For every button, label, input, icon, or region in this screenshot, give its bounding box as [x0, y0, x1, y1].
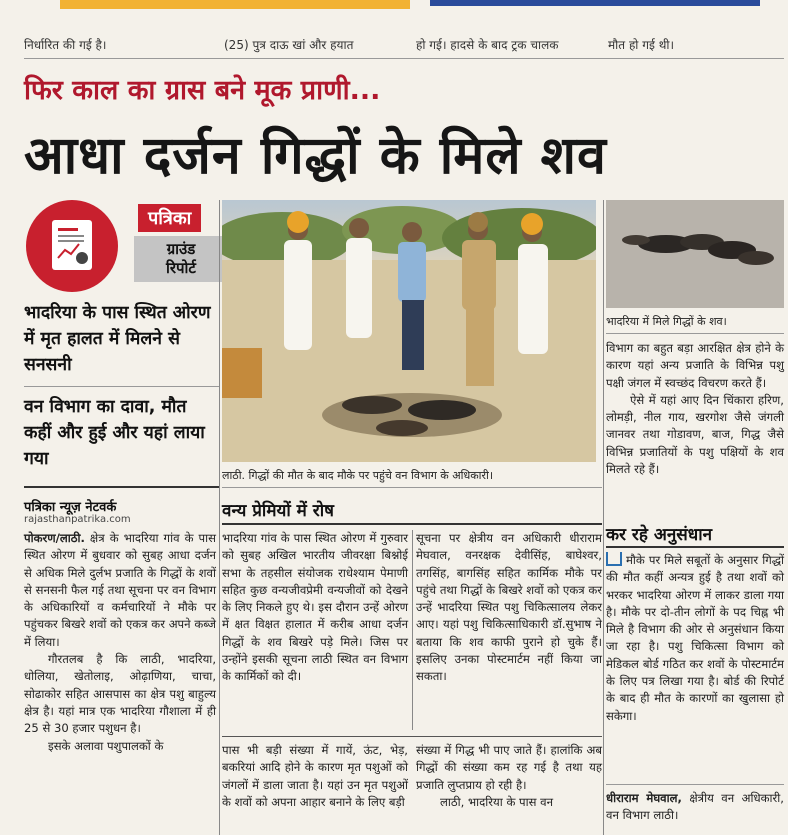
- subhead-1: भादरिया के पास स्थित ओरण में मृत हालत में मिलने से सनसनी: [24, 303, 211, 375]
- quote-mark-icon: [606, 552, 622, 566]
- section-title-roush: वन्य प्रेमियों में रोष: [222, 501, 334, 521]
- column-rule-3: [603, 200, 604, 835]
- document-chart-icon: [52, 220, 92, 270]
- col1-text: [24, 530, 216, 755]
- column-rule-2: [412, 530, 413, 730]
- prev-story-col4: मौत हो गई थी।: [608, 38, 675, 52]
- signoff-title: क्षेत्रीय वन अधिकारी, वन विभाग लाठी।: [606, 791, 784, 823]
- yellow-bar: [60, 0, 410, 9]
- website: rajasthanpatrika.com: [24, 514, 131, 525]
- main-photo: [222, 200, 596, 462]
- signoff: [606, 790, 784, 825]
- col3-text: सूचना पर क्षेत्रीय वन अधिकारी धीराराम मेघवाल, वनरक्षक देवीसिंह, बाघेश्वर, तगसिंह, बागसिंह सहित कार्मिक मौके पर पहुंचे तथा गिद्धों के बिखरे शवों को एकत्र कर उन्हें भादरिया स्थित पशु चिकित्सालय लेकर आए। यहां पशु चिकित्साधिकारी डॉ.सुभाष ने बताया कि शव काफी पुराने हो चुके हैं। इसलिए उनका पोस्टमार्टम नहीं किया जा सकता।: [416, 531, 602, 684]
- ground-report-line1: ग्राउंड: [166, 240, 196, 258]
- col3-text-continued: [416, 742, 602, 811]
- prev-story-col1: निर्धारित की गई है।: [24, 38, 107, 52]
- ground-report-label: [134, 236, 228, 282]
- dateline: पोकरण/लाठी.: [24, 531, 85, 545]
- col3-para2: संख्या में गिद्ध भी पाए जाते हैं। हालांकि अब गिद्धों की संख्या कम रह गई है तथा यह प्रजाति लुप्तप्राय हो रही है।: [416, 743, 602, 792]
- patrika-brand-label: पत्रिका: [138, 204, 201, 232]
- subhead-divider: [24, 386, 220, 387]
- byline-divider: [24, 486, 220, 488]
- col4-para2: ऐसे में यहां आए दिन चिंकारा हरिण, लोमड़ी, नील गाय, खरगोश जैसे जंगली जानवर तथा गोडावण, बाज, गिद्ध जैसे विभिन्न प्रजातियों के पशु पक्षियों के शव मिलते रहे हैं।: [606, 392, 784, 477]
- col4-investigation-text: [606, 552, 784, 725]
- blue-bar: [430, 0, 760, 6]
- divider: [24, 58, 784, 59]
- column-rule-1: [219, 200, 220, 835]
- col2-text: भादरिया गांव के पास स्थित ओरण में गुरुवार को सुबह अखिल भारतीय जीवरक्षा बिश्नोई सभा के तहसील संयोजक राधेश्याम पेमाणी सहित कुछ वन्यजीवप्रेमी वन्यजीवों को देखने के लिए निकले हुए थे। इस दौरान उन्हें ओरण में क्षत विक्षत हालात में करीब आधा दर्जन गिद्धों के शव बिखरे पड़े मिले। जिस पर उन्होंने इसकी सूचना लाठी स्थित वन विभाग के कार्मिकों को दी।: [222, 531, 408, 684]
- box-bottom-rule: [222, 736, 602, 737]
- col4-para3: मौके पर मिले सबूतों के अनुसार गिद्धों की मौत कहीं अन्यत्र हुई है तथा शवों को भरकर भादरिया ओरण में लाकर डाला गया है। मौके पर दो-तीन लोगों के पद चिह्न भी मिले है विभाग की ओर से अनुसंधान किया जा रहा है। पशु चिकित्सा विभाग को मेडिकल बोर्ड गठित कर शवों के पोस्टमार्टम के लिए पत्र लिखा गया है। बोर्ड की रिपोर्ट के बाद ही मौत के कारणों का खुलासा हो सकेगा।: [606, 553, 784, 723]
- col2-text-continued: पास भी बड़ी संख्या में गायें, ऊंट, भेड़, बकरियां आदि होने के कारण मृत पशुओं को जंगलों में डाला जाता है। यहां उन मृत पशुओं के शवों को अपना आहार बनाने के लिए बड़ी: [222, 743, 408, 809]
- signoff-divider: [606, 784, 784, 785]
- col4-para1: विभाग का बहुत बड़ा आरक्षित क्षेत्र होने के कारण यहां अन्य प्रजाति के विभिन्न पशु पक्षी जंगल में स्वच्छंद विचरण करते हैं।: [606, 341, 784, 390]
- prev-story-col2: (25) पुत्र दाऊ खां और हयात: [224, 38, 354, 52]
- vulture-carcass-photo: [606, 200, 784, 308]
- col1-para1: क्षेत्र के भादरिया गांव के पास स्थित ओरण में बुधवार को सुबह आधा दर्जन से अधिक मिले दुर्लभ प्रजाति के गिद्धों के शवों से सनसनी फैल गई तथा सूचना पर वन विभाग के अधिकारियों व कर्मचारियों ने मौके पर पहुंचकर बिखरे शवों को एकत्र कर अपने कब्जे में लिया।: [24, 531, 216, 649]
- col3-para3: लाठी, भादरिया के पास वन: [440, 794, 554, 809]
- caption2-divider: [606, 333, 784, 334]
- main-headline: आधा दर्जन गिद्धों के मिले शव: [24, 126, 607, 186]
- caption-divider: [222, 487, 602, 488]
- byline: पत्रिका न्यूज़ नेटवर्क: [24, 500, 117, 515]
- vulture-photo-caption: भादरिया में मिले गिद्धों के शव।: [606, 315, 727, 328]
- col1-para2: गौरतलब है कि लाठी, भादरिया, धोलिया, खेतोलाइ, ओढ़ाणिया, चाचा, सोढाकोर सहित आसपास का क्षेत्र पशु बाहुल्य क्षेत्र है। यहां मात्र एक भादरिया गौशाला में ही 25 से 30 हजार पशुधन है।: [24, 652, 216, 736]
- prev-story-col3: हो गई। हादसे के बाद ट्रक चालक: [416, 38, 559, 52]
- kicker-headline: फिर काल का ग्रास बने मूक प्राणी...: [24, 75, 381, 106]
- report-circle-icon: [26, 200, 118, 292]
- ground-report-badge: [26, 200, 206, 292]
- section-title-anusandhan: कर रहे अनुसंधान: [606, 525, 713, 545]
- subhead-2: वन विभाग का दावा, मौत कहीं और हुई और यहां लाया गया: [24, 397, 205, 469]
- col1-para3: इसके अलावा पशुपालकों के: [48, 738, 164, 753]
- ground-report-line2: रिपोर्ट: [166, 259, 196, 277]
- photo-caption: लाठी. गिद्धों की मौत के बाद मौके पर पहुंचे वन विभाग के अधिकारी।: [222, 469, 494, 482]
- signoff-name: धीराराम मेघवाल,: [606, 791, 682, 805]
- top-color-strip: [0, 0, 788, 12]
- section2-divider: [606, 546, 784, 548]
- section-divider: [222, 523, 602, 525]
- col4-text: [606, 340, 784, 478]
